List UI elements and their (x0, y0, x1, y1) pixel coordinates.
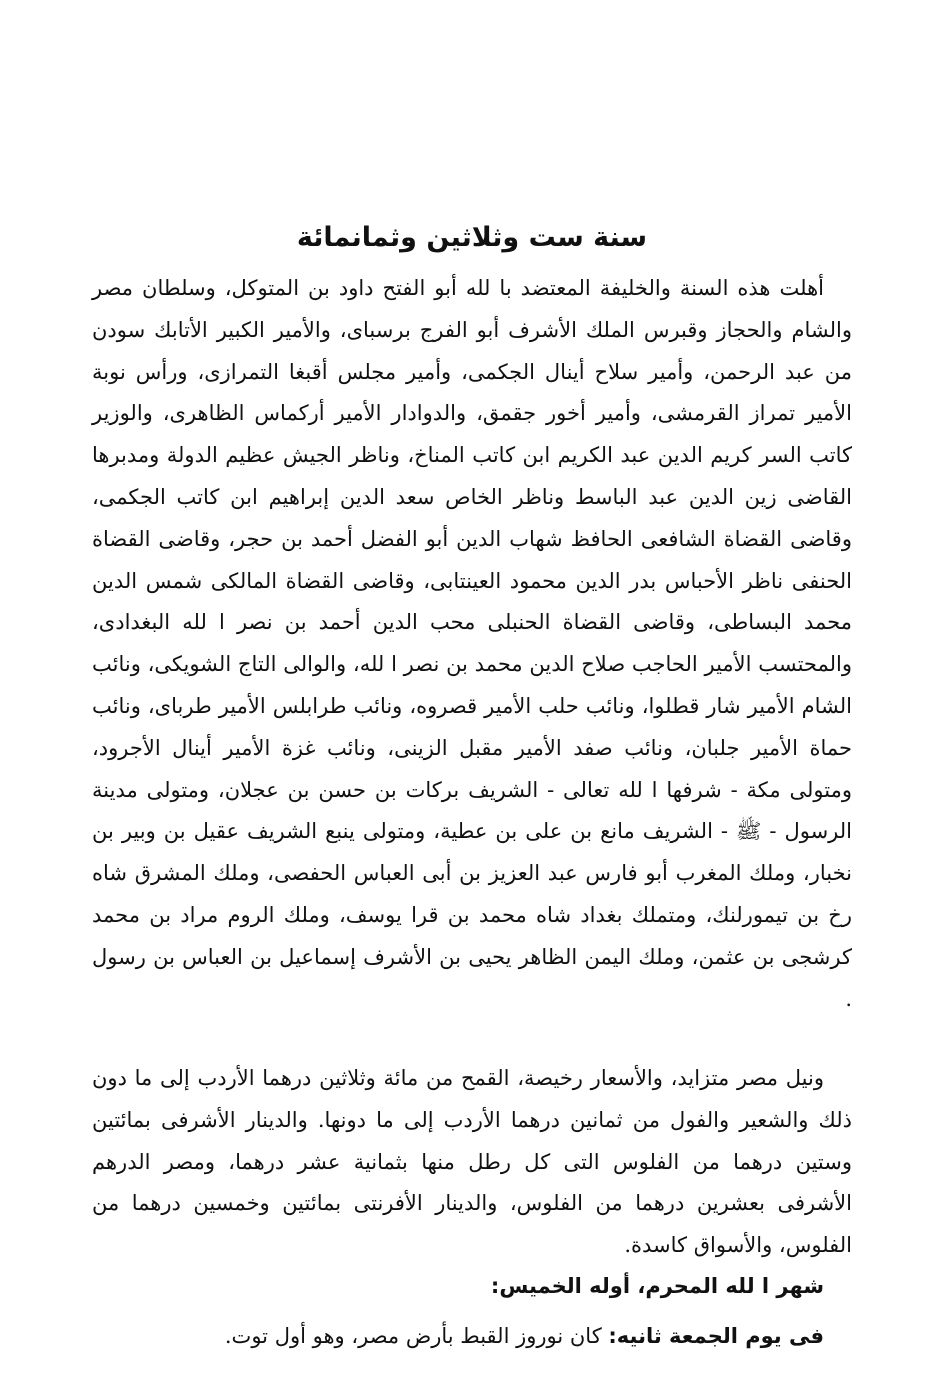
year-heading: سنة ست وثلاثين وثمانمائة (296, 222, 648, 253)
month-heading: شهر ا لله المحرم، أوله الخميس: (490, 1274, 824, 1298)
day-entry-lead: فى يوم الجمعة ثانيه: (608, 1324, 824, 1348)
day-entry (92, 1316, 852, 1356)
day-entry-text: كان نوروز القبط بأرض مصر، وهو أول توت. (224, 1324, 609, 1348)
prices-paragraph: ونيل مصر متزايد، والأسعار رخيصة، القمح من مائة وثلاثين درهما الأردب إلى ما دون ذلك والشعير والفول من ثمانين درهما الأردب إلى ما دونها. والدينار الأشرفى بمائتين وستين درهما من الفلوس التى كل رطل منها بثمانية عشر درهما، ومصر الدرهم الأشرفى بعشرين درهما من الفلوس، والدينار الأفرنتى بمائتين وخمسين درهما من الفلوس، والأسواق كاسدة. (92, 1066, 852, 1258)
book-page (92, 0, 852, 1389)
opening-paragraph: أهلت هذه السنة والخليفة المعتضد با لله أبو الفتح داود بن المتوكل، وسلطان مصر والشام والحجاز وقبرس الملك الأشرف أبو الفرج برسباى، والأمير الكبير الأتابك سودن من عبد الرحمن، وأمير سلاح أينال الجكمى، وأمير مجلس أقبغا التمرازى، ورأس نوبة الأمير تمراز القرمشى، وأمير أخور جقمق، والدوادار الأمير أركماس الظاهرى، والوزير كاتب السر كريم الدين عبد الكريم ابن كاتب المناخ، وناظر الجيش عظيم الدولة ومدبرها القاضى زين الدين عبد الباسط وناظر الخاص سعد الدين إبراهيم ابن كاتب الجكمى، وقاضى القضاة الشافعى الحافظ شهاب الدين أبو الفضل أحمد بن حجر، وقاضى القضاة الحنفى ناظر الأحباس بدر الدين محمود العينتابى، وقاضى القضاة المالكى شمس الدين محمد البساطى، وقاضى القضاة الحنبلى محب الدين أحمد بن نصر ا لله البغدادى، والمحتسب الأمير الحاجب صلاح الدين محمد بن نصر ا لله، والوالى التاج الشويكى، ونائب الشام الأمير شار قطلوا، ونائب حلب الأمير قصروه، ونائب طرابلس الأمير طرباى، ونائب حماة الأمير جلبان، ونائب صفد الأمير مقبل الزينى، ونائب غزة الأمير أينال الأجرود، ومتولى مكة - شرفها ا لله تعالى - الشريف بركات بن حسن بن عجلان، ومتولى مدينة الرسول - ﷺ - الشريف مانع بن على بن عطية، ومتولى ينبع الشريف عقيل بن وبير بن نخبار، وملك المغرب أبو فارس عبد العزيز بن أبى العباس الحفصى، وملك المشرق شاه رخ بن تيمورلنك، ومتملك بغداد شاه محمد بن قرا يوسف، وملك الروم مراد بن محمد كرشجى بن عثمن، وملك اليمن الظاهر يحيى بن الأشرف إسماعيل بن العباس بن رسول . (92, 276, 852, 1011)
